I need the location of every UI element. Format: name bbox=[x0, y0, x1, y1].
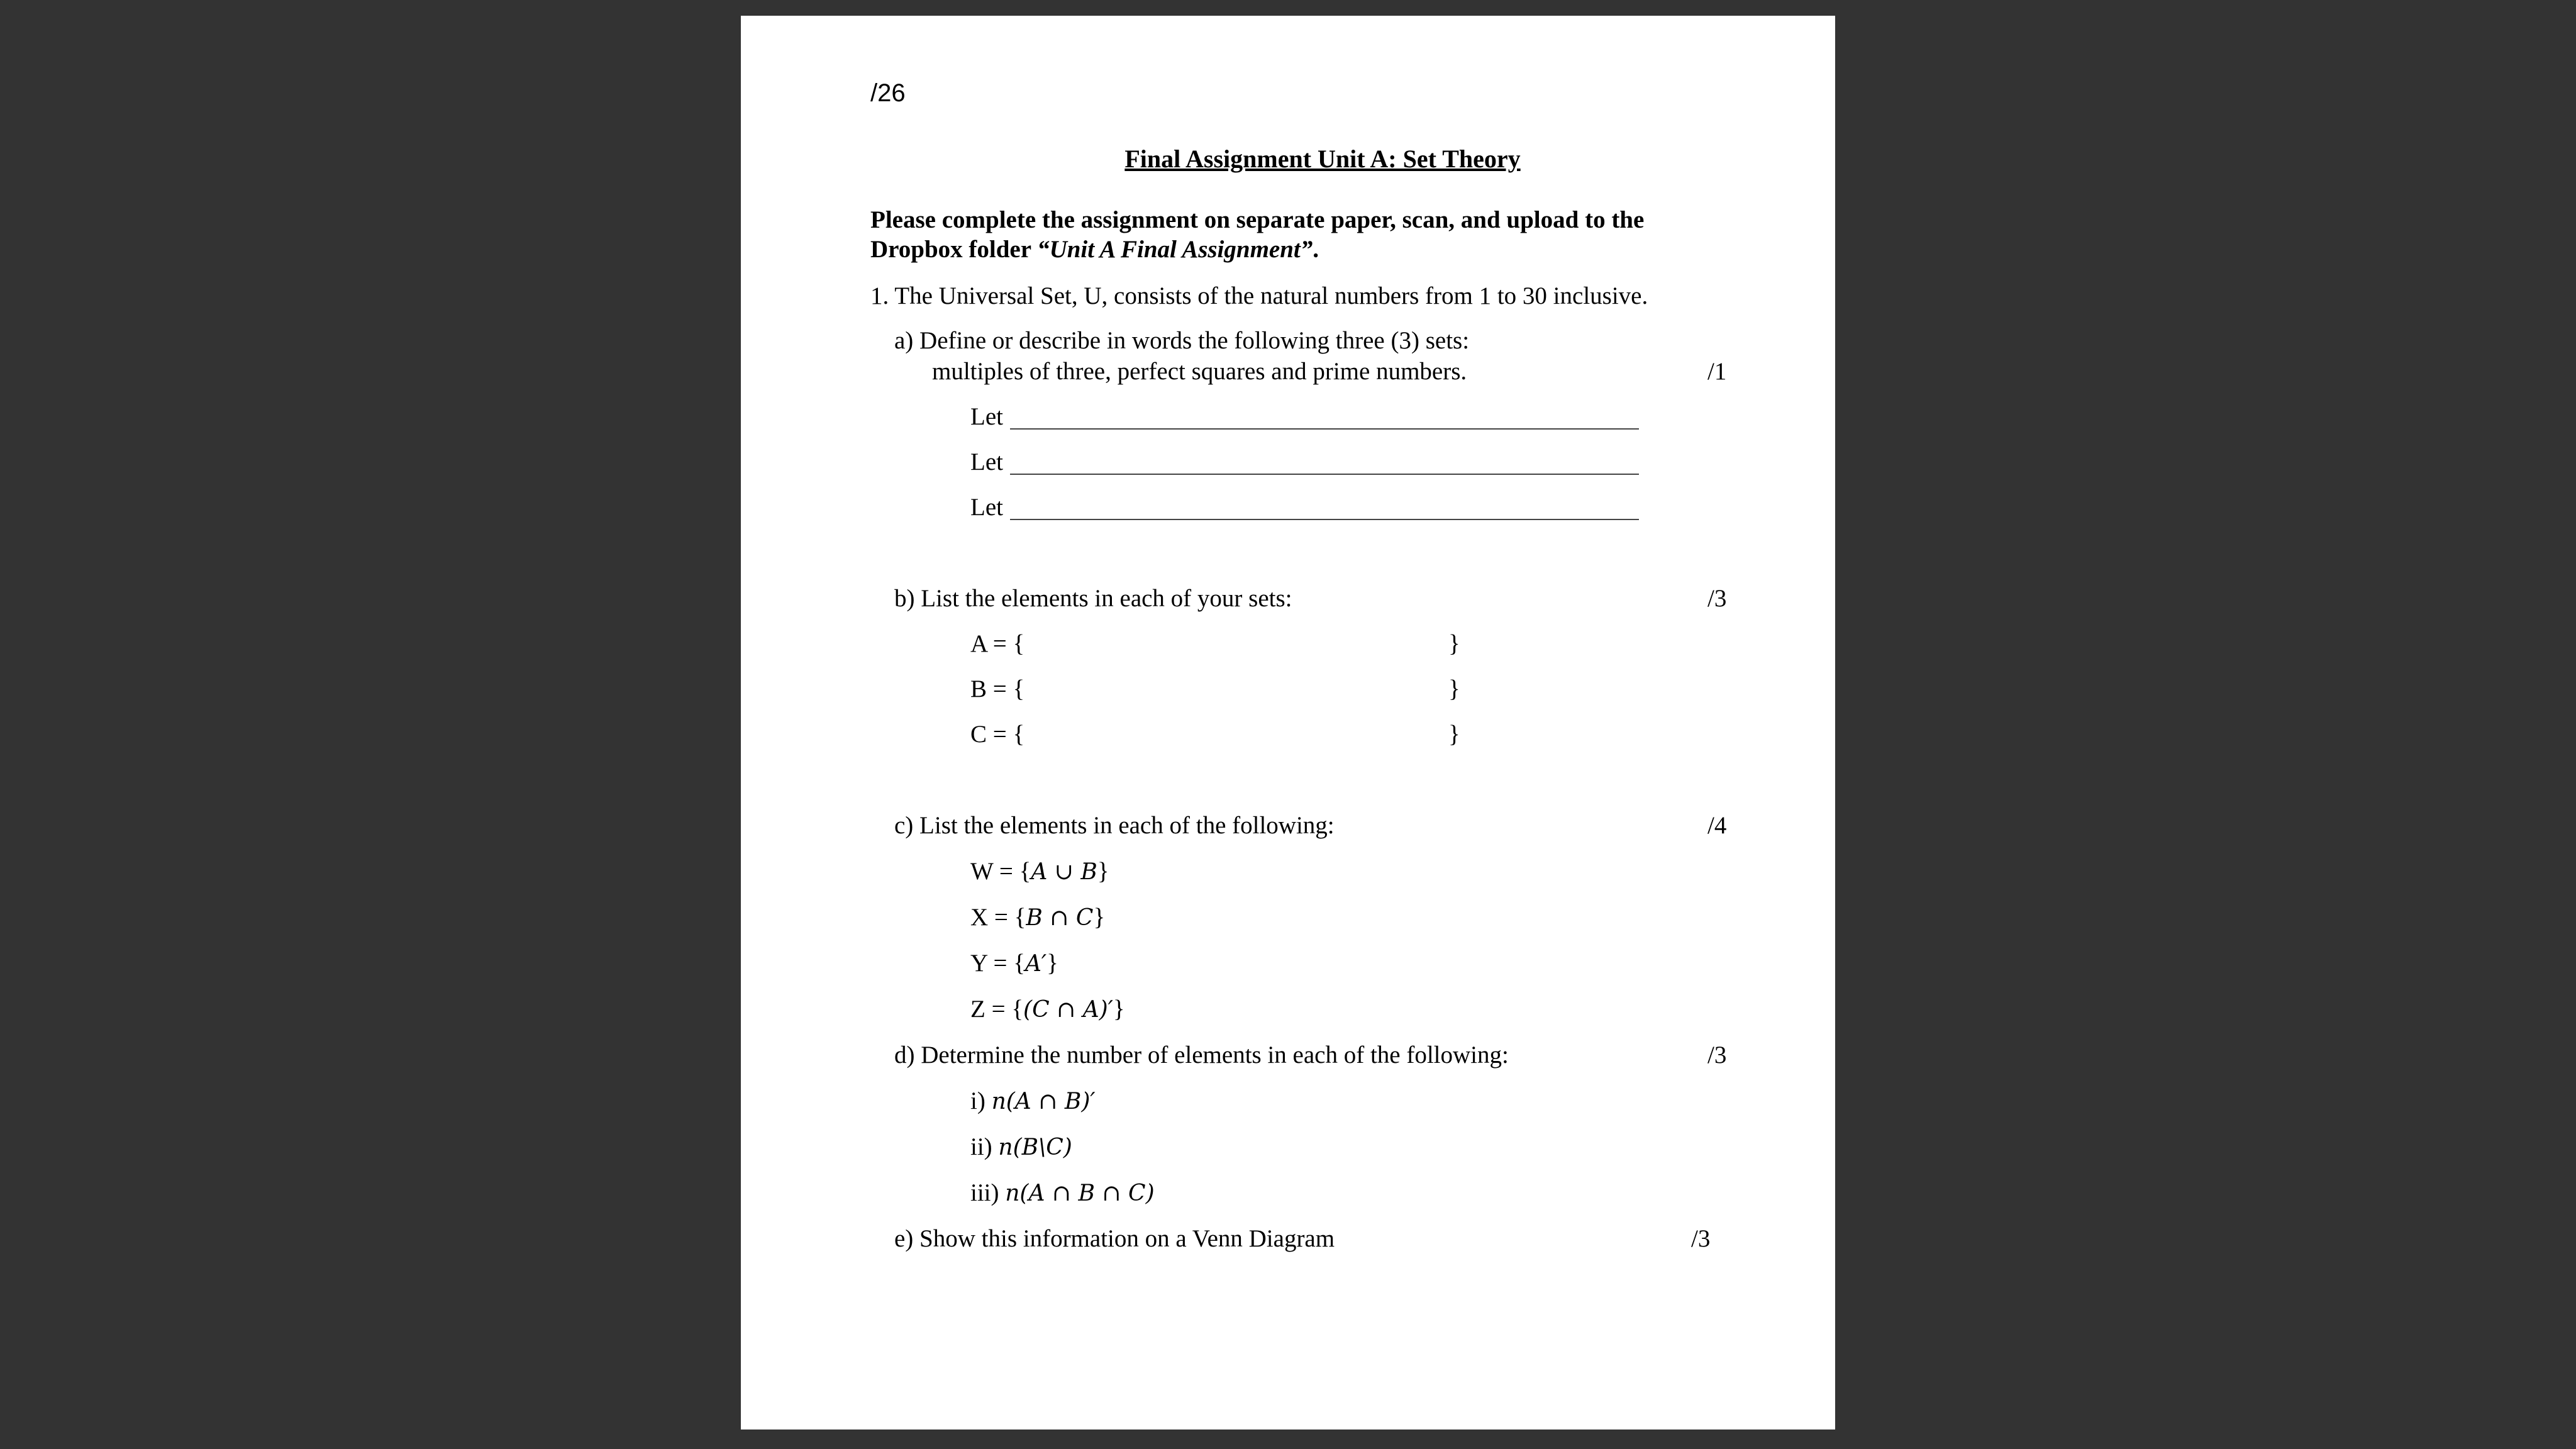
item-d-ii: ii) n(B\C) bbox=[970, 1133, 1072, 1160]
set-c-close: } bbox=[1448, 721, 1460, 748]
let-label-1: Let bbox=[970, 403, 1003, 430]
question-1: 1. The Universal Set, U, consists of the natural numbers from 1 to 30 inclusive. bbox=[870, 282, 1648, 309]
page-title: Final Assignment Unit A: Set Theory bbox=[1124, 145, 1521, 173]
part-e-prompt: e) Show this information on a Venn Diagram bbox=[894, 1225, 1335, 1252]
expr-y: Y = {A′} bbox=[970, 950, 1058, 977]
answer-line-2[interactable] bbox=[1010, 456, 1639, 475]
expr-x: X = {B ∩ C} bbox=[970, 904, 1106, 931]
document-page bbox=[741, 16, 1835, 1430]
part-a-marks: /1 bbox=[1707, 358, 1727, 385]
part-a-prompt-line-2: multiples of three, perfect squares and prime numbers. bbox=[932, 358, 1467, 385]
part-e-marks: /3 bbox=[1691, 1225, 1711, 1252]
set-a-label: A = { bbox=[970, 630, 1025, 657]
let-label-3: Let bbox=[970, 494, 1003, 521]
part-c-marks: /4 bbox=[1707, 812, 1727, 839]
part-c-prompt: c) List the elements in each of the following: bbox=[894, 812, 1335, 839]
let-label-2: Let bbox=[970, 448, 1003, 475]
expr-w: W = {A ∪ B} bbox=[970, 858, 1109, 885]
total-score: /26 bbox=[870, 79, 906, 107]
set-c-label: C = { bbox=[970, 721, 1025, 748]
item-d-i: i) n(A ∩ B)′ bbox=[970, 1087, 1096, 1114]
part-b-marks: /3 bbox=[1707, 585, 1727, 612]
answer-line-3[interactable] bbox=[1010, 501, 1639, 520]
part-a-prompt: a) Define or describe in words the following three (3) sets: bbox=[894, 327, 1470, 354]
item-d-iii: iii) n(A ∩ B ∩ C) bbox=[970, 1179, 1155, 1206]
part-b-prompt: b) List the elements in each of your sets: bbox=[894, 585, 1292, 612]
part-d-prompt: d) Determine the number of elements in each of the following: bbox=[894, 1041, 1509, 1069]
answer-line-1[interactable] bbox=[1010, 411, 1639, 430]
set-b-label: B = { bbox=[970, 675, 1025, 702]
expr-z: Z = {(C ∩ A)′} bbox=[970, 996, 1125, 1023]
dropbox-folder-name: “Unit A Final Assignment” bbox=[1037, 236, 1313, 263]
instructions-line-2: Dropbox folder “Unit A Final Assignment”. bbox=[870, 236, 1319, 263]
part-d-marks: /3 bbox=[1707, 1041, 1727, 1069]
set-b-close: } bbox=[1448, 675, 1460, 702]
instructions-line-1: Please complete the assignment on separate paper, scan, and upload to the bbox=[870, 206, 1645, 233]
set-a-close: } bbox=[1448, 630, 1460, 657]
